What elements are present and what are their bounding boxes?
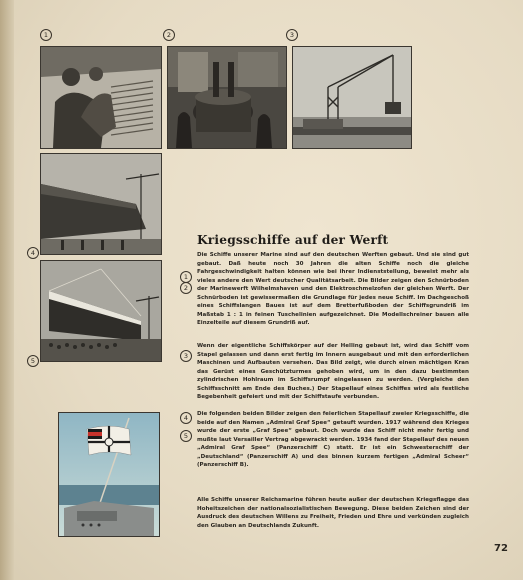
photo-crane-turret xyxy=(292,46,412,149)
photo-launch-ceremony xyxy=(40,260,162,362)
marker-5-text: 5 xyxy=(180,430,192,442)
marker-2-text: 2 xyxy=(180,282,192,294)
paragraph-graf-spee: Die folgenden beiden Bilder zeigen den feierlichen Stapellauf zweier Kriegsschiffe, die beide auf den Namen „Admiral Graf Spee“ getauft wurden. 1917 während des Krieges wurde der erste „Graf Spee“ gebaut. Doch wurde das Schiff nicht mehr fertig und mußte laut Versailler Vertrag abgewrackt werden. 1934 fand der Stapellauf des neuen „Admiral Graf Spee“ (Panzerschiff C) statt. Er ist ein Schwesterschiff der „Deutschland“ (Panzerschiff A) und des binnen kurzem fertigen „Admiral Scheer“ (Panzerschiff B). xyxy=(197,411,469,469)
marker-4-side: 4 xyxy=(27,247,39,259)
page-number: 72 xyxy=(494,543,508,554)
photo-electric-furnace xyxy=(167,46,287,149)
marker-1-top: 1 xyxy=(40,29,52,41)
photo-mould-loft-workers xyxy=(40,46,162,149)
page-spine xyxy=(0,0,14,580)
marker-5-side: 5 xyxy=(27,355,39,367)
marker-3-top: 3 xyxy=(286,29,298,41)
marker-2-top: 2 xyxy=(163,29,175,41)
paragraph-shipyard: Die Schiffe unserer Marine sind auf den deutschen Werften gebaut. Und sie sind gut gebaut. Daß heute noch 30 Jahren die alten Schiffe noch die gleiche Fahrgeschwindigkeit halten können wie bei ihrer Indienststellung, beweist mehr als vieles andere den Wert deutscher Qualitätsarbeit. Die Bilder zeigen den Schnürboden der Marinewerft Wilhelmshaven und den Elektroschmelzofen der gleichen Werft. Der Schnürboden ist gewissermaßen die Grundlage für jedes neue Schiff. Im Dachgeschoß eines Schiffslangen Baues ist auf dem Bretterfußboden der Schiffsgrundriß im Maßstab 1 : 1 in feinen Tuschelinien aufgezeichnet. Die Modellschreiner bauen alle Einzelteile auf diesem Grundriß auf. xyxy=(197,252,469,327)
photo-ship-on-slipway xyxy=(40,153,162,255)
paragraph-launch: Wenn der eigentliche Schiffskörper auf der Helling gebaut ist, wird das Schiff vom Stapel gelassen und dann erst fertig im Innern ausgebaut und mit den erforderlichen Maschinen und Aufbauten versehen. Das Bild zeigt, wie durch einen mächtigen Kran das Gerüst eines Geschützturmes gehoben wird, um in den dazu bestimmten zylindrischen Hohlraum im Schiffsrumpf eingelassen zu werden. (Vergleiche den Schiffsschnitt am Ende des Buches.) Der Stapellauf eines Schiffes wird als festliche Begebenheit gefeiert und mit der Schiffstaufe verbunden. xyxy=(197,343,469,401)
page-title: Kriegsschiffe auf der Werft xyxy=(197,233,389,247)
paragraph-flags: Alle Schiffe unserer Reichsmarine führen heute außer der deutschen Kriegsflagge das Hoheitszeichen der nationalsozialistischen Bewegung. Diese beiden Zeichen sind der Ausdruck des deutschen Willens zu Freiheit, Frieden und Ehre und verkünden zugleich den Glauben an Deutschlands Zukunft. xyxy=(197,497,469,529)
marker-1-text: 1 xyxy=(180,271,192,283)
photo-flag-on-ship xyxy=(58,412,160,537)
marker-4-text: 4 xyxy=(180,412,192,424)
marker-3-text: 3 xyxy=(180,350,192,362)
